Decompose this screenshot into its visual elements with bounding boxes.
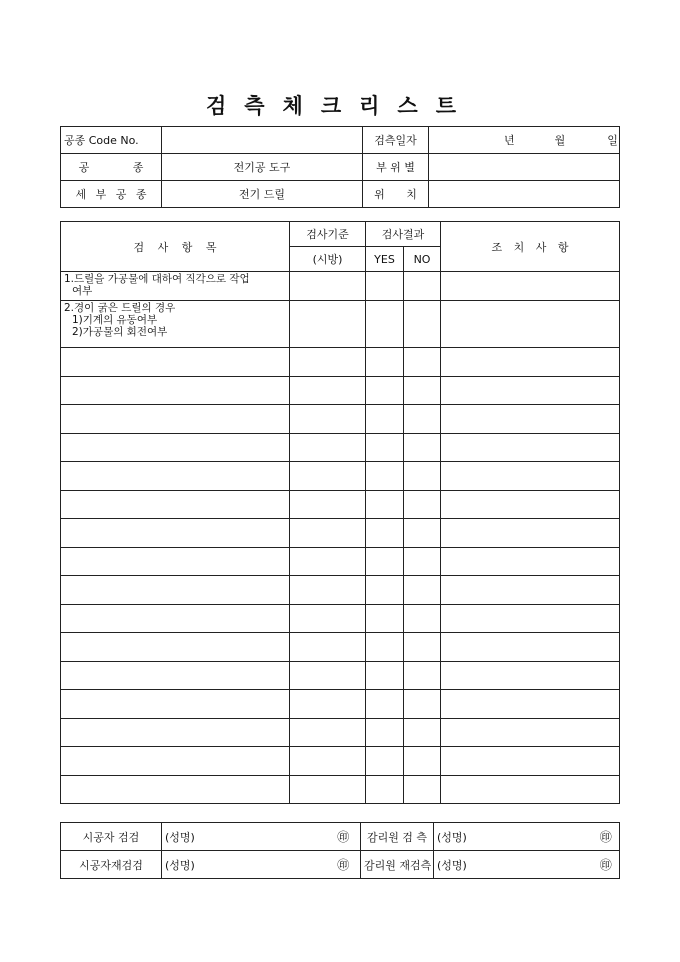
col-item-header: 검 사 항 목 bbox=[61, 222, 290, 272]
seal-icon: ㊞ bbox=[593, 851, 620, 879]
info-table bbox=[60, 126, 620, 208]
table-row bbox=[61, 348, 620, 377]
contractor-recheck-label: 시공자재검검 bbox=[61, 851, 162, 879]
no-cell[interactable] bbox=[404, 272, 441, 301]
no-cell[interactable] bbox=[404, 690, 441, 719]
table-row bbox=[61, 376, 620, 405]
contractor-check-blank[interactable] bbox=[227, 823, 327, 851]
standard-cell[interactable] bbox=[290, 661, 366, 690]
check-item-cell[interactable] bbox=[61, 690, 290, 719]
yes-cell[interactable] bbox=[366, 576, 404, 605]
standard-cell[interactable] bbox=[290, 718, 366, 747]
check-item-line: 1)기계의 유동여부 bbox=[72, 314, 158, 326]
action-cell[interactable] bbox=[441, 718, 620, 747]
table-row bbox=[61, 462, 620, 491]
check-item-line: 2)가공물의 회전여부 bbox=[72, 326, 168, 338]
supervisor-check-name[interactable]: (성명) bbox=[434, 823, 501, 851]
col-standard-header: 검사기준 bbox=[290, 222, 366, 247]
seal-icon: ㊞ bbox=[327, 851, 361, 879]
no-cell[interactable] bbox=[404, 576, 441, 605]
no-cell[interactable] bbox=[404, 747, 441, 776]
yes-cell[interactable] bbox=[366, 690, 404, 719]
table-row bbox=[61, 405, 620, 434]
yes-cell[interactable] bbox=[366, 633, 404, 662]
standard-cell[interactable] bbox=[290, 604, 366, 633]
date-label: 검측일자 bbox=[363, 127, 429, 154]
action-cell[interactable] bbox=[441, 301, 620, 348]
signature-table bbox=[60, 822, 620, 879]
yes-cell[interactable] bbox=[366, 604, 404, 633]
action-cell[interactable] bbox=[441, 272, 620, 301]
action-cell[interactable] bbox=[441, 661, 620, 690]
yes-cell[interactable] bbox=[366, 272, 404, 301]
yes-cell[interactable] bbox=[366, 490, 404, 519]
check-item-cell[interactable] bbox=[61, 405, 290, 434]
code-value[interactable] bbox=[162, 127, 363, 154]
standard-cell[interactable] bbox=[290, 747, 366, 776]
check-item-line: 2.경이 굵은 드릴의 경우 bbox=[64, 302, 176, 314]
action-cell[interactable] bbox=[441, 633, 620, 662]
standard-cell[interactable] bbox=[290, 547, 366, 576]
check-item-1 bbox=[61, 272, 290, 301]
check-item-cell[interactable] bbox=[61, 633, 290, 662]
standard-cell[interactable] bbox=[290, 775, 366, 804]
yes-cell[interactable] bbox=[366, 547, 404, 576]
yes-cell[interactable] bbox=[366, 661, 404, 690]
table-row bbox=[61, 272, 620, 301]
check-item-cell[interactable] bbox=[61, 576, 290, 605]
yes-cell[interactable] bbox=[366, 519, 404, 548]
check-item-cell[interactable] bbox=[61, 519, 290, 548]
table-row bbox=[61, 775, 620, 804]
check-item-line: 1.드릴을 가공물에 대하여 직각으로 작업 bbox=[64, 273, 250, 285]
detail-value[interactable]: 전기 드릴 bbox=[162, 181, 363, 208]
standard-cell[interactable] bbox=[290, 519, 366, 548]
supervisor-recheck-name[interactable]: (성명) bbox=[434, 851, 501, 879]
date-year: 년 bbox=[504, 134, 515, 147]
check-item-cell[interactable] bbox=[61, 490, 290, 519]
standard-cell[interactable] bbox=[290, 633, 366, 662]
contractor-recheck-blank[interactable] bbox=[227, 851, 327, 879]
contractor-check-name[interactable]: (성명) bbox=[162, 823, 227, 851]
col-action-header: 조 치 사 항 bbox=[441, 222, 620, 272]
standard-cell[interactable] bbox=[290, 301, 366, 348]
date-value[interactable] bbox=[429, 127, 620, 154]
action-cell[interactable] bbox=[441, 747, 620, 776]
standard-cell[interactable] bbox=[290, 576, 366, 605]
col-no-header: NO bbox=[404, 247, 441, 272]
check-item-cell[interactable] bbox=[61, 547, 290, 576]
table-row bbox=[61, 576, 620, 605]
no-cell[interactable] bbox=[404, 633, 441, 662]
standard-cell[interactable] bbox=[290, 405, 366, 434]
work-label: 공 종 bbox=[61, 154, 162, 181]
yes-cell[interactable] bbox=[366, 348, 404, 377]
no-cell[interactable] bbox=[404, 376, 441, 405]
action-cell[interactable] bbox=[441, 490, 620, 519]
table-row bbox=[61, 690, 620, 719]
check-item-cell[interactable] bbox=[61, 376, 290, 405]
no-cell[interactable] bbox=[404, 490, 441, 519]
location-value[interactable] bbox=[429, 181, 620, 208]
yes-cell[interactable] bbox=[366, 775, 404, 804]
check-item-cell[interactable] bbox=[61, 775, 290, 804]
no-cell[interactable] bbox=[404, 433, 441, 462]
supervisor-recheck-blank[interactable] bbox=[501, 851, 593, 879]
check-item-cell[interactable] bbox=[61, 661, 290, 690]
action-cell[interactable] bbox=[441, 519, 620, 548]
table-row bbox=[61, 661, 620, 690]
seal-icon: ㊞ bbox=[593, 823, 620, 851]
col-standard-sub: (시방) bbox=[290, 247, 366, 272]
standard-cell[interactable] bbox=[290, 376, 366, 405]
check-item-cell[interactable] bbox=[61, 462, 290, 491]
page-title: 검측체크리스트 bbox=[205, 93, 474, 118]
standard-cell[interactable] bbox=[290, 272, 366, 301]
check-item-cell[interactable] bbox=[61, 604, 290, 633]
col-result-header: 검사결과 bbox=[366, 222, 441, 247]
action-cell[interactable] bbox=[441, 348, 620, 377]
no-cell[interactable] bbox=[404, 661, 441, 690]
work-value[interactable]: 전기공 도구 bbox=[162, 154, 363, 181]
yes-cell[interactable] bbox=[366, 301, 404, 348]
detail-label: 세 부 공 종 bbox=[61, 181, 162, 208]
contractor-check-label: 시공자 검검 bbox=[61, 823, 162, 851]
location-label: 위 치 bbox=[363, 181, 429, 208]
no-cell[interactable] bbox=[404, 604, 441, 633]
action-cell[interactable] bbox=[441, 604, 620, 633]
table-row bbox=[61, 547, 620, 576]
seal-icon: ㊞ bbox=[327, 823, 361, 851]
date-month: 월 bbox=[554, 134, 566, 147]
action-cell[interactable] bbox=[441, 433, 620, 462]
check-item-line: 여부 bbox=[72, 285, 93, 297]
check-item-cell[interactable] bbox=[61, 433, 290, 462]
action-cell[interactable] bbox=[441, 405, 620, 434]
part-value[interactable] bbox=[429, 154, 620, 181]
supervisor-check-blank[interactable] bbox=[501, 823, 593, 851]
table-row bbox=[61, 718, 620, 747]
check-item-cell[interactable] bbox=[61, 718, 290, 747]
standard-cell[interactable] bbox=[290, 348, 366, 377]
no-cell[interactable] bbox=[404, 547, 441, 576]
no-cell[interactable] bbox=[404, 519, 441, 548]
action-cell[interactable] bbox=[441, 775, 620, 804]
contractor-recheck-name[interactable]: (성명) bbox=[162, 851, 227, 879]
table-row bbox=[61, 633, 620, 662]
yes-cell[interactable] bbox=[366, 433, 404, 462]
check-item-cell[interactable] bbox=[61, 747, 290, 776]
action-cell[interactable] bbox=[441, 576, 620, 605]
no-cell[interactable] bbox=[404, 718, 441, 747]
action-cell[interactable] bbox=[441, 547, 620, 576]
table-row bbox=[61, 604, 620, 633]
standard-cell[interactable] bbox=[290, 690, 366, 719]
table-row bbox=[61, 433, 620, 462]
no-cell[interactable] bbox=[404, 462, 441, 491]
table-row bbox=[61, 747, 620, 776]
part-label: 부 위 별 bbox=[363, 154, 429, 181]
standard-cell[interactable] bbox=[290, 433, 366, 462]
col-yes-header: YES bbox=[366, 247, 404, 272]
no-cell[interactable] bbox=[404, 348, 441, 377]
action-cell[interactable] bbox=[441, 462, 620, 491]
checklist-table bbox=[60, 221, 620, 804]
yes-cell[interactable] bbox=[366, 405, 404, 434]
date-day: 일 bbox=[607, 134, 618, 147]
action-cell[interactable] bbox=[441, 690, 620, 719]
standard-cell[interactable] bbox=[290, 462, 366, 491]
yes-cell[interactable] bbox=[366, 718, 404, 747]
check-item-2 bbox=[61, 301, 290, 348]
no-cell[interactable] bbox=[404, 775, 441, 804]
supervisor-recheck-label: 감리원 재검측 bbox=[361, 851, 434, 879]
table-row bbox=[61, 301, 620, 348]
yes-cell[interactable] bbox=[366, 462, 404, 491]
yes-cell[interactable] bbox=[366, 376, 404, 405]
action-cell[interactable] bbox=[441, 376, 620, 405]
check-item-cell[interactable] bbox=[61, 348, 290, 377]
table-row bbox=[61, 519, 620, 548]
no-cell[interactable] bbox=[404, 405, 441, 434]
code-label: 공종 Code No. bbox=[61, 127, 162, 154]
supervisor-check-label: 감리원 검 측 bbox=[361, 823, 434, 851]
yes-cell[interactable] bbox=[366, 747, 404, 776]
standard-cell[interactable] bbox=[290, 490, 366, 519]
no-cell[interactable] bbox=[404, 301, 441, 348]
table-row bbox=[61, 490, 620, 519]
